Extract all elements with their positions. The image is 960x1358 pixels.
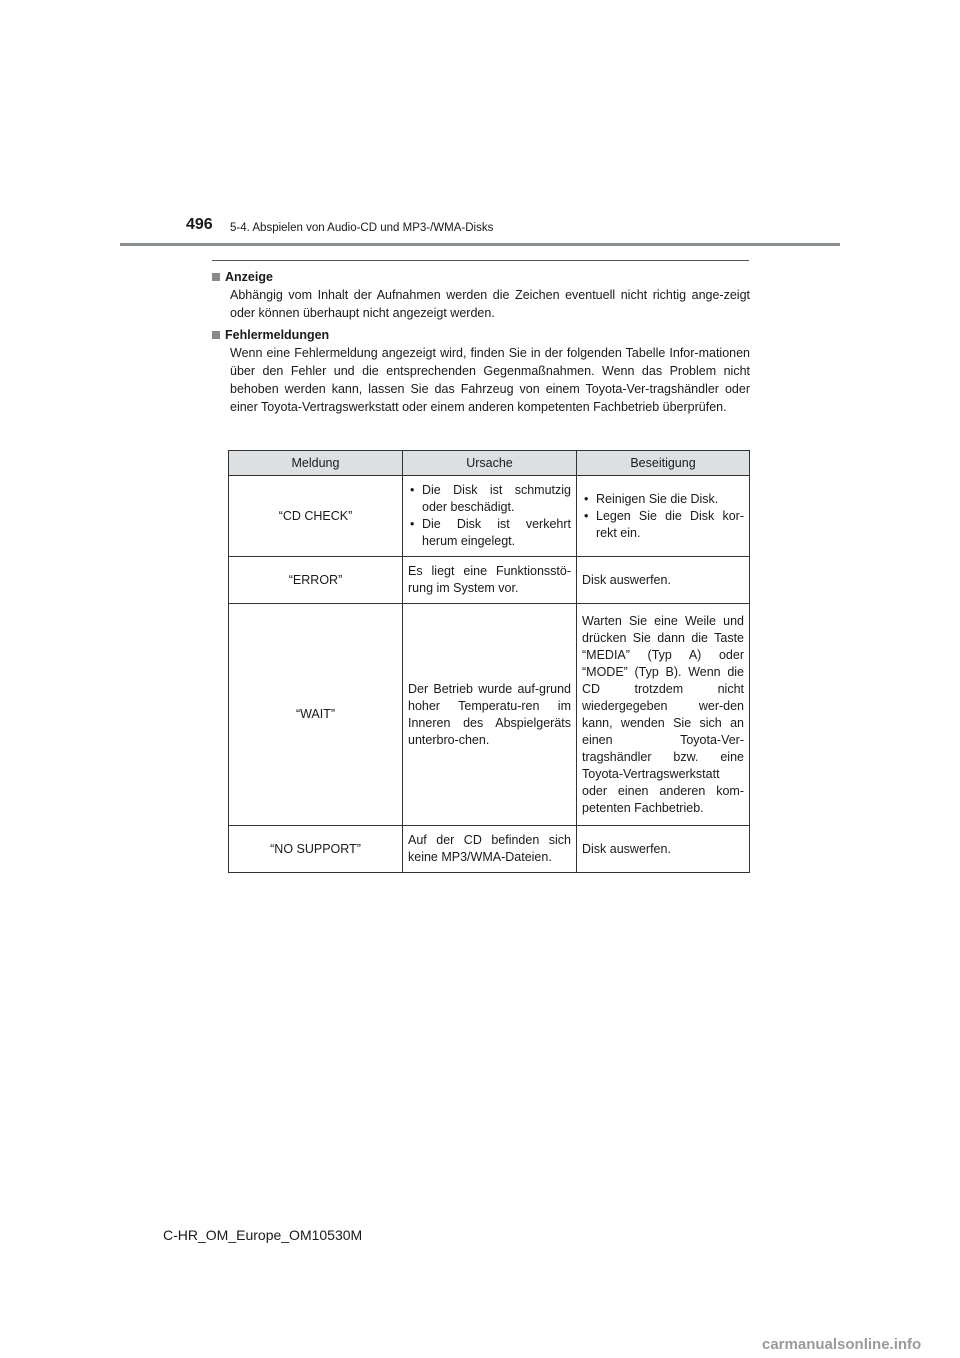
column-header-beseitigung: Beseitigung: [577, 451, 750, 476]
error-message-table: [228, 450, 750, 873]
list-item: • Die Disk ist verkehrt herum eingelegt.: [408, 516, 571, 550]
table-row: [229, 557, 750, 604]
list-item: • Legen Sie die Disk kor-rekt ein.: [582, 508, 744, 542]
cause-cell: Es liegt eine Funktionsstö-rung im System vor.: [403, 557, 577, 604]
page-number: 496: [186, 216, 213, 233]
message-cell: “NO SUPPORT”: [229, 826, 403, 873]
message-cell: “CD CHECK”: [229, 476, 403, 557]
column-header-meldung: Meldung: [229, 451, 403, 476]
section-fehlermeldungen: [212, 326, 750, 416]
content-body: [212, 268, 750, 420]
square-bullet-icon: [212, 273, 220, 281]
square-bullet-icon: [212, 331, 220, 339]
fix-cell: Warten Sie eine Weile und drücken Sie dann die Taste “MEDIA” (Typ A) oder “MODE” (Typ B). Wenn die CD trotzdem nicht wiedergegeben wer-den kann, wenden Sie sich an einen Toyota-Ver-tragshändler bzw. eine Toyota-Vertragswerkstatt oder einen anderen kom-petenten Fachbetrieb.: [577, 604, 750, 826]
table-header-row: [229, 451, 750, 476]
list-item: • Reinigen Sie die Disk.: [582, 491, 744, 508]
fix-cell: [577, 476, 750, 557]
table-row: [229, 476, 750, 557]
cause-cell: Auf der CD befinden sich keine MP3/WMA-Dateien.: [403, 826, 577, 873]
message-cell: “ERROR”: [229, 557, 403, 604]
table-row: [229, 604, 750, 826]
cause-cell: Der Betrieb wurde auf-grund hoher Temperatu-ren im Inneren des Abspielgeräts unterbro-chen.: [403, 604, 577, 826]
header-divider: [120, 243, 840, 246]
section-title: 5-4. Abspielen von Audio-CD und MP3-/WMA-Disks: [230, 222, 494, 234]
section-anzeige: [212, 268, 750, 322]
list-item: • Die Disk ist schmutzig oder beschädigt.: [408, 482, 571, 516]
document-code: C-HR_OM_Europe_OM10530M: [163, 1227, 363, 1243]
message-cell: “WAIT”: [229, 604, 403, 826]
table-row: [229, 826, 750, 873]
section-heading: Anzeige: [212, 268, 750, 286]
section-heading: Fehlermeldungen: [212, 326, 750, 344]
section-text: Wenn eine Fehlermeldung angezeigt wird, finden Sie in der folgenden Tabelle Infor-mationen über den Fehler und die entsprechenden Gegenmaßnahmen. Wenn das Problem nicht behoben werden kann, lassen Sie das Fahrzeug von einem Toyota-Ver-tragshändler oder einer Toyota-Vertragswerkstatt oder einem anderen kompetenten Fachbetrieb überprüfen.: [230, 346, 750, 414]
fix-cell: Disk auswerfen.: [577, 557, 750, 604]
cause-cell: [403, 476, 577, 557]
section-text: Abhängig vom Inhalt der Aufnahmen werden die Zeichen eventuell nicht richtig ange-zeigt oder können überhaupt nicht angezeigt werden.: [230, 288, 750, 320]
content-divider: [212, 260, 749, 261]
fix-cell: Disk auswerfen.: [577, 826, 750, 873]
column-header-ursache: Ursache: [403, 451, 577, 476]
watermark[interactable]: carmanualsonline.info: [762, 1336, 922, 1353]
